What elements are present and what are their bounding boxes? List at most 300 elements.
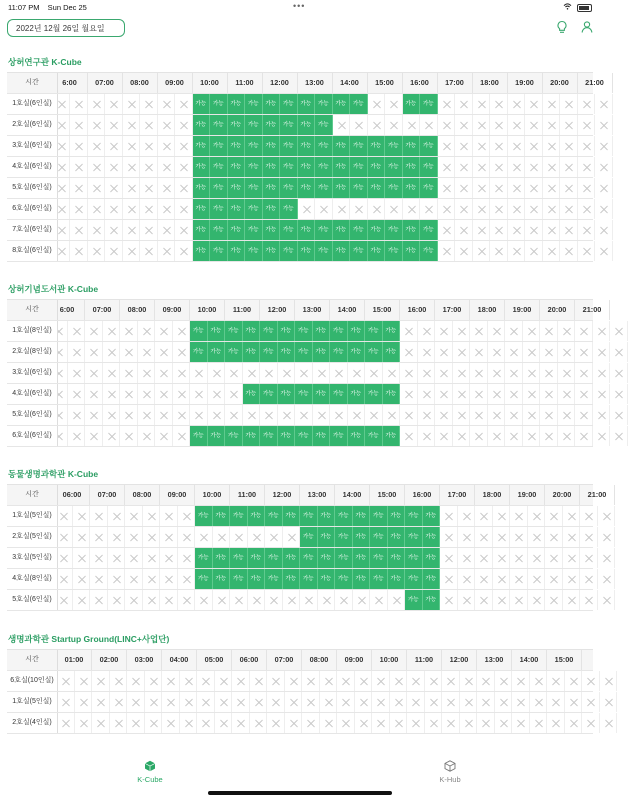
slot-available[interactable]: 가능	[388, 506, 406, 526]
slot-unavailable-x-icon	[442, 671, 460, 691]
slot-unavailable-x-icon	[140, 199, 158, 219]
slot-available[interactable]: 가능	[230, 569, 248, 589]
slot-available[interactable]: 가능	[370, 506, 388, 526]
slot-unavailable-x-icon	[473, 178, 491, 198]
slot-available[interactable]: 가능	[333, 241, 351, 261]
slot-available[interactable]: 가능	[263, 178, 281, 198]
time-header-label: 시간	[7, 485, 58, 505]
slot-available[interactable]: 가능	[330, 342, 348, 362]
slot-available[interactable]: 가능	[248, 569, 266, 589]
slot-available[interactable]: 가능	[245, 94, 263, 114]
slot-unavailable-x-icon	[543, 241, 561, 261]
slot-unavailable-x-icon	[455, 136, 473, 156]
slot-available[interactable]: 가능	[225, 321, 243, 341]
slot-available[interactable]: 가능	[208, 342, 226, 362]
slot-available[interactable]: 가능	[260, 321, 278, 341]
slot-unavailable-x-icon	[488, 321, 506, 341]
slot-available[interactable]: 가능	[245, 178, 263, 198]
slot-unavailable-x-icon	[285, 713, 303, 733]
slot-available[interactable]: 가능	[388, 527, 406, 547]
slot-available[interactable]: 가능	[405, 527, 423, 547]
slot-available[interactable]: 가능	[210, 178, 228, 198]
slot-available[interactable]: 가능	[265, 548, 283, 568]
slot-available[interactable]: 가능	[365, 426, 383, 446]
slot-unavailable-x-icon	[435, 363, 453, 383]
slot-available[interactable]: 가능	[193, 115, 211, 135]
slot-available[interactable]: 가능	[283, 548, 301, 568]
slot-available[interactable]: 가능	[228, 115, 246, 135]
slot-available[interactable]: 가능	[348, 384, 366, 404]
slot-available[interactable]: 가능	[195, 548, 213, 568]
slot-available[interactable]: 가능	[263, 199, 281, 219]
slot-unavailable-x-icon	[123, 157, 141, 177]
slot-available[interactable]: 가능	[318, 569, 336, 589]
slot-available[interactable]: 가능	[420, 241, 438, 261]
slot-available[interactable]: 가능	[228, 94, 246, 114]
slot-unavailable-x-icon	[558, 342, 576, 362]
slot-available[interactable]: 가능	[245, 157, 263, 177]
slot-available[interactable]: 가능	[383, 321, 401, 341]
slot-available[interactable]: 가능	[298, 178, 316, 198]
hour-label: 16:00	[403, 73, 438, 93]
slot-available[interactable]: 가능	[388, 569, 406, 589]
slot-available[interactable]: 가능	[190, 321, 208, 341]
slot-available[interactable]: 가능	[335, 548, 353, 568]
slot-unavailable-x-icon	[120, 384, 138, 404]
slot-available[interactable]: 가능	[190, 426, 208, 446]
slot-available[interactable]: 가능	[295, 342, 313, 362]
slot-available[interactable]: 가능	[228, 178, 246, 198]
slot-available[interactable]: 가능	[350, 136, 368, 156]
slot-unavailable-x-icon	[595, 241, 613, 261]
slot-available[interactable]: 가능	[245, 115, 263, 135]
slot-available[interactable]: 가능	[353, 569, 371, 589]
slot-available[interactable]: 가능	[423, 527, 441, 547]
slot-unavailable-x-icon	[355, 692, 373, 712]
slot-available[interactable]: 가능	[210, 199, 228, 219]
slot-unavailable-x-icon	[108, 548, 126, 568]
slot-available[interactable]: 가능	[280, 220, 298, 240]
person-icon[interactable]	[580, 20, 594, 34]
slot-available[interactable]: 가능	[368, 220, 386, 240]
slot-unavailable-x-icon	[120, 405, 138, 425]
slot-available[interactable]: 가능	[313, 321, 331, 341]
slot-unavailable-x-icon	[173, 405, 191, 425]
slot-available[interactable]: 가능	[193, 136, 211, 156]
slot-available[interactable]: 가능	[280, 157, 298, 177]
slot-available[interactable]: 가능	[280, 241, 298, 261]
slot-available[interactable]: 가능	[298, 157, 316, 177]
hour-label: 15:00	[365, 300, 400, 320]
slot-available[interactable]: 가능	[213, 569, 231, 589]
slot-unavailable-x-icon	[250, 671, 268, 691]
slot-available[interactable]: 가능	[318, 527, 336, 547]
slot-available[interactable]: 가능	[193, 220, 211, 240]
slot-unavailable-x-icon	[490, 178, 508, 198]
slot-available[interactable]: 가능	[370, 527, 388, 547]
slot-available[interactable]: 가능	[243, 321, 261, 341]
slot-unavailable-x-icon	[155, 384, 173, 404]
slot-available[interactable]: 가능	[405, 569, 423, 589]
slot-available[interactable]: 가능	[278, 321, 296, 341]
hour-label: 09:00	[155, 300, 190, 320]
slot-unavailable-x-icon	[407, 692, 425, 712]
slot-available[interactable]: 가능	[210, 241, 228, 261]
slot-available[interactable]: 가능	[210, 136, 228, 156]
slot-unavailable-x-icon	[578, 241, 596, 261]
slot-available[interactable]: 가능	[243, 426, 261, 446]
slot-unavailable-x-icon	[302, 692, 320, 712]
slot-available[interactable]: 가능	[385, 220, 403, 240]
slot-available[interactable]: 가능	[295, 426, 313, 446]
slot-available[interactable]: 가능	[403, 220, 421, 240]
slot-available[interactable]: 가능	[350, 178, 368, 198]
lightbulb-icon[interactable]	[555, 20, 569, 34]
multitask-dots[interactable]: •••	[293, 1, 306, 11]
slot-available[interactable]: 가능	[278, 384, 296, 404]
time-header-label: 시간	[7, 300, 58, 320]
slot-available[interactable]: 가능	[300, 569, 318, 589]
hour-label: 18:00	[473, 73, 508, 93]
slot-available[interactable]: 가능	[213, 548, 231, 568]
slot-available[interactable]: 가능	[333, 220, 351, 240]
slot-available[interactable]: 가능	[280, 178, 298, 198]
slot-available[interactable]: 가능	[403, 157, 421, 177]
slot-available[interactable]: 가능	[368, 136, 386, 156]
slot-available[interactable]: 가능	[280, 199, 298, 219]
slot-available[interactable]: 가능	[405, 548, 423, 568]
slot-available[interactable]: 가능	[350, 220, 368, 240]
slot-available[interactable]: 가능	[280, 115, 298, 135]
slot-available[interactable]: 가능	[333, 136, 351, 156]
slot-available[interactable]: 가능	[195, 506, 213, 526]
slot-unavailable-x-icon	[160, 590, 178, 610]
room-label: 8호실(6인실)	[7, 241, 58, 261]
slot-available[interactable]: 가능	[263, 94, 281, 114]
slot-available[interactable]: 가능	[248, 506, 266, 526]
slot-unavailable-x-icon	[530, 692, 548, 712]
slot-available[interactable]: 가능	[335, 506, 353, 526]
slot-available[interactable]: 가능	[248, 548, 266, 568]
slot-available[interactable]: 가능	[193, 178, 211, 198]
room-label: 6호실(10인실)	[7, 671, 58, 691]
slot-available[interactable]: 가능	[193, 241, 211, 261]
slot-available[interactable]: 가능	[283, 569, 301, 589]
slot-unavailable-x-icon	[545, 506, 563, 526]
slot-unavailable-x-icon	[140, 241, 158, 261]
slot-available[interactable]: 가능	[228, 136, 246, 156]
slot-available[interactable]: 가능	[298, 220, 316, 240]
slot-unavailable-x-icon	[580, 527, 598, 547]
slot-unavailable-x-icon	[88, 199, 106, 219]
slot-available[interactable]: 가능	[330, 426, 348, 446]
slot-available[interactable]: 가능	[280, 136, 298, 156]
slot-available[interactable]: 가능	[263, 136, 281, 156]
slot-available[interactable]: 가능	[313, 426, 331, 446]
slot-unavailable-x-icon	[493, 590, 511, 610]
slot-unavailable-x-icon	[560, 220, 578, 240]
hour-label: 16:00	[400, 300, 435, 320]
slot-unavailable-x-icon	[458, 527, 476, 547]
slot-available[interactable]: 가능	[298, 136, 316, 156]
slot-available[interactable]: 가능	[330, 321, 348, 341]
slot-available[interactable]: 가능	[313, 342, 331, 362]
slot-available[interactable]: 가능	[228, 199, 246, 219]
slot-available[interactable]: 가능	[368, 178, 386, 198]
slot-unavailable-x-icon	[285, 671, 303, 691]
wifi-icon	[563, 3, 572, 10]
slot-available[interactable]: 가능	[313, 384, 331, 404]
slot-available[interactable]: 가능	[423, 548, 441, 568]
slot-unavailable-x-icon	[88, 157, 106, 177]
slot-available[interactable]: 가능	[383, 426, 401, 446]
slot-available[interactable]: 가능	[365, 384, 383, 404]
slot-available[interactable]: 가능	[423, 569, 441, 589]
slot-available[interactable]: 가능	[260, 384, 278, 404]
slot-available[interactable]: 가능	[263, 115, 281, 135]
slot-available[interactable]: 가능	[298, 241, 316, 261]
slot-available[interactable]: 가능	[298, 94, 316, 114]
slot-available[interactable]: 가능	[193, 199, 211, 219]
slot-available[interactable]: 가능	[368, 157, 386, 177]
slot-available[interactable]: 가능	[245, 136, 263, 156]
slot-available[interactable]: 가능	[370, 548, 388, 568]
slot-unavailable-x-icon	[337, 692, 355, 712]
slot-available[interactable]: 가능	[318, 506, 336, 526]
hour-label: 21:00	[580, 485, 615, 505]
slot-available[interactable]: 가능	[228, 241, 246, 261]
slot-unavailable-x-icon	[545, 548, 563, 568]
slot-unavailable-x-icon	[578, 94, 596, 114]
slot-unavailable-x-icon	[173, 426, 191, 446]
slot-available[interactable]: 가능	[265, 506, 283, 526]
slot-unavailable-x-icon	[335, 590, 353, 610]
slot-available[interactable]: 가능	[278, 342, 296, 362]
hour-label: 13:00	[477, 650, 512, 670]
slot-available[interactable]: 가능	[230, 548, 248, 568]
slot-unavailable-x-icon	[123, 136, 141, 156]
slot-available[interactable]: 가능	[420, 178, 438, 198]
slot-available[interactable]: 가능	[193, 94, 211, 114]
slot-available[interactable]: 가능	[318, 548, 336, 568]
slot-available[interactable]: 가능	[225, 426, 243, 446]
slot-available[interactable]: 가능	[228, 157, 246, 177]
slot-available[interactable]: 가능	[368, 241, 386, 261]
slot-unavailable-x-icon	[160, 569, 178, 589]
slot-available[interactable]: 가능	[333, 94, 351, 114]
slot-available[interactable]: 가능	[195, 569, 213, 589]
slot-unavailable-x-icon	[575, 321, 593, 341]
slot-available[interactable]: 가능	[353, 548, 371, 568]
section-title: 상허기념도서관 K-Cube	[8, 284, 99, 294]
hour-label: 21:00	[575, 300, 610, 320]
tab-k-cube[interactable]	[120, 760, 180, 784]
slot-available[interactable]: 가능	[295, 384, 313, 404]
slot-available[interactable]: 가능	[365, 342, 383, 362]
slot-unavailable-x-icon	[232, 692, 250, 712]
slot-available[interactable]: 가능	[300, 548, 318, 568]
slot-unavailable-x-icon	[578, 115, 596, 135]
slot-available[interactable]: 가능	[265, 569, 283, 589]
slot-unavailable-x-icon	[400, 321, 418, 341]
slot-available[interactable]: 가능	[333, 157, 351, 177]
slot-available[interactable]: 가능	[353, 506, 371, 526]
slot-available[interactable]: 가능	[335, 569, 353, 589]
slot-unavailable-x-icon	[540, 384, 558, 404]
slot-unavailable-x-icon	[453, 342, 471, 362]
slot-available[interactable]: 가능	[315, 115, 333, 135]
slot-unavailable-x-icon	[440, 506, 458, 526]
slot-unavailable-x-icon	[138, 321, 156, 341]
hour-label: 08:00	[125, 485, 160, 505]
hour-label: 10:00	[372, 650, 407, 670]
slot-unavailable-x-icon	[318, 590, 336, 610]
slot-available[interactable]: 가능	[315, 157, 333, 177]
slot-available[interactable]: 가능	[350, 157, 368, 177]
slot-unavailable-x-icon	[473, 157, 491, 177]
slot-available[interactable]: 가능	[405, 590, 423, 610]
slot-unavailable-x-icon	[110, 671, 128, 691]
slot-available[interactable]: 가능	[403, 136, 421, 156]
slot-unavailable-x-icon	[560, 115, 578, 135]
slot-available[interactable]: 가능	[245, 220, 263, 240]
slot-unavailable-x-icon	[143, 527, 161, 547]
slot-unavailable-x-icon	[560, 199, 578, 219]
slot-unavailable-x-icon	[528, 527, 546, 547]
slot-available[interactable]: 가능	[385, 241, 403, 261]
slot-available[interactable]: 가능	[403, 178, 421, 198]
slot-available[interactable]: 가능	[283, 506, 301, 526]
slot-unavailable-x-icon	[320, 671, 338, 691]
slot-available[interactable]: 가능	[263, 241, 281, 261]
slot-available[interactable]: 가능	[388, 548, 406, 568]
slot-available[interactable]: 가능	[423, 506, 441, 526]
slot-unavailable-x-icon	[593, 426, 611, 446]
slot-unavailable-x-icon	[455, 94, 473, 114]
slot-unavailable-x-icon	[563, 527, 581, 547]
slot-available[interactable]: 가능	[385, 157, 403, 177]
slot-available[interactable]: 가능	[330, 384, 348, 404]
slot-available[interactable]: 가능	[295, 321, 313, 341]
slot-available[interactable]: 가능	[370, 569, 388, 589]
slot-available[interactable]: 가능	[208, 426, 226, 446]
slot-available[interactable]: 가능	[263, 220, 281, 240]
slot-available[interactable]: 가능	[420, 136, 438, 156]
slot-available[interactable]: 가능	[350, 241, 368, 261]
slot-available[interactable]: 가능	[405, 506, 423, 526]
slot-available[interactable]: 가능	[260, 426, 278, 446]
slot-available[interactable]: 가능	[193, 157, 211, 177]
slot-available[interactable]: 가능	[315, 241, 333, 261]
slot-available[interactable]: 가능	[335, 527, 353, 547]
slot-available[interactable]: 가능	[383, 342, 401, 362]
slot-available[interactable]: 가능	[385, 178, 403, 198]
slot-available[interactable]: 가능	[365, 321, 383, 341]
slot-available[interactable]: 가능	[315, 178, 333, 198]
slot-available[interactable]: 가능	[315, 94, 333, 114]
slot-available[interactable]: 가능	[263, 157, 281, 177]
slot-available[interactable]: 가능	[280, 94, 298, 114]
room-label: 1호실(8인실)	[7, 321, 58, 341]
slot-available[interactable]: 가능	[420, 157, 438, 177]
slot-unavailable-x-icon	[313, 363, 331, 383]
slot-unavailable-x-icon	[575, 405, 593, 425]
slot-available[interactable]: 가능	[350, 94, 368, 114]
slot-available[interactable]: 가능	[228, 220, 246, 240]
slot-available[interactable]: 가능	[383, 384, 401, 404]
slot-available[interactable]: 가능	[213, 506, 231, 526]
slot-available[interactable]: 가능	[420, 220, 438, 240]
slot-unavailable-x-icon	[578, 157, 596, 177]
slot-available[interactable]: 가능	[315, 220, 333, 240]
slot-unavailable-x-icon	[547, 713, 565, 733]
slot-unavailable-x-icon	[88, 136, 106, 156]
slot-available[interactable]: 가능	[210, 220, 228, 240]
slot-available[interactable]: 가능	[403, 241, 421, 261]
slot-available[interactable]: 가능	[348, 342, 366, 362]
slot-available[interactable]: 가능	[298, 115, 316, 135]
slot-unavailable-x-icon	[508, 94, 526, 114]
slot-available[interactable]: 가능	[243, 342, 261, 362]
slot-available[interactable]: 가능	[353, 527, 371, 547]
hour-label: 08:00	[302, 650, 337, 670]
slot-available[interactable]: 가능	[315, 136, 333, 156]
slot-available[interactable]: 가능	[420, 94, 438, 114]
slot-available[interactable]: 가능	[348, 426, 366, 446]
slot-unavailable-x-icon	[580, 590, 598, 610]
slot-unavailable-x-icon	[120, 342, 138, 362]
slot-unavailable-x-icon	[525, 220, 543, 240]
slot-unavailable-x-icon	[123, 241, 141, 261]
slot-unavailable-x-icon	[260, 405, 278, 425]
slot-available[interactable]: 가능	[348, 321, 366, 341]
slot-unavailable-x-icon	[530, 671, 548, 691]
slot-unavailable-x-icon	[593, 363, 611, 383]
slot-available[interactable]: 가능	[423, 590, 441, 610]
slot-available[interactable]: 가능	[333, 178, 351, 198]
date-picker[interactable]: 2022년 12월 26일 월요일	[7, 19, 125, 37]
slot-available[interactable]: 가능	[278, 426, 296, 446]
slot-unavailable-x-icon	[88, 178, 106, 198]
slot-unavailable-x-icon	[388, 590, 406, 610]
slot-available[interactable]: 가능	[243, 384, 261, 404]
slot-available[interactable]: 가능	[403, 94, 421, 114]
slot-unavailable-x-icon	[213, 590, 231, 610]
slot-available[interactable]: 가능	[190, 342, 208, 362]
slot-unavailable-x-icon	[75, 692, 93, 712]
slot-available[interactable]: 가능	[385, 136, 403, 156]
slot-available[interactable]: 가능	[208, 321, 226, 341]
slot-available[interactable]: 가능	[230, 506, 248, 526]
slot-available[interactable]: 가능	[210, 157, 228, 177]
slot-available[interactable]: 가능	[260, 342, 278, 362]
slot-available[interactable]: 가능	[210, 94, 228, 114]
hour-label: 13:00	[300, 485, 335, 505]
hour-label: 11:00	[228, 73, 263, 93]
slot-available[interactable]: 가능	[245, 199, 263, 219]
slot-available[interactable]: 가능	[210, 115, 228, 135]
slot-available[interactable]: 가능	[300, 527, 318, 547]
slot-available[interactable]: 가능	[225, 342, 243, 362]
slot-unavailable-x-icon	[470, 384, 488, 404]
slot-available[interactable]: 가능	[245, 241, 263, 261]
slot-available[interactable]: 가능	[300, 506, 318, 526]
slot-unavailable-x-icon	[582, 692, 600, 712]
room-label: 6호실(6인실)	[7, 199, 58, 219]
tab-k-hub[interactable]	[420, 760, 480, 784]
slot-unavailable-x-icon	[108, 569, 126, 589]
slot-unavailable-x-icon	[580, 548, 598, 568]
